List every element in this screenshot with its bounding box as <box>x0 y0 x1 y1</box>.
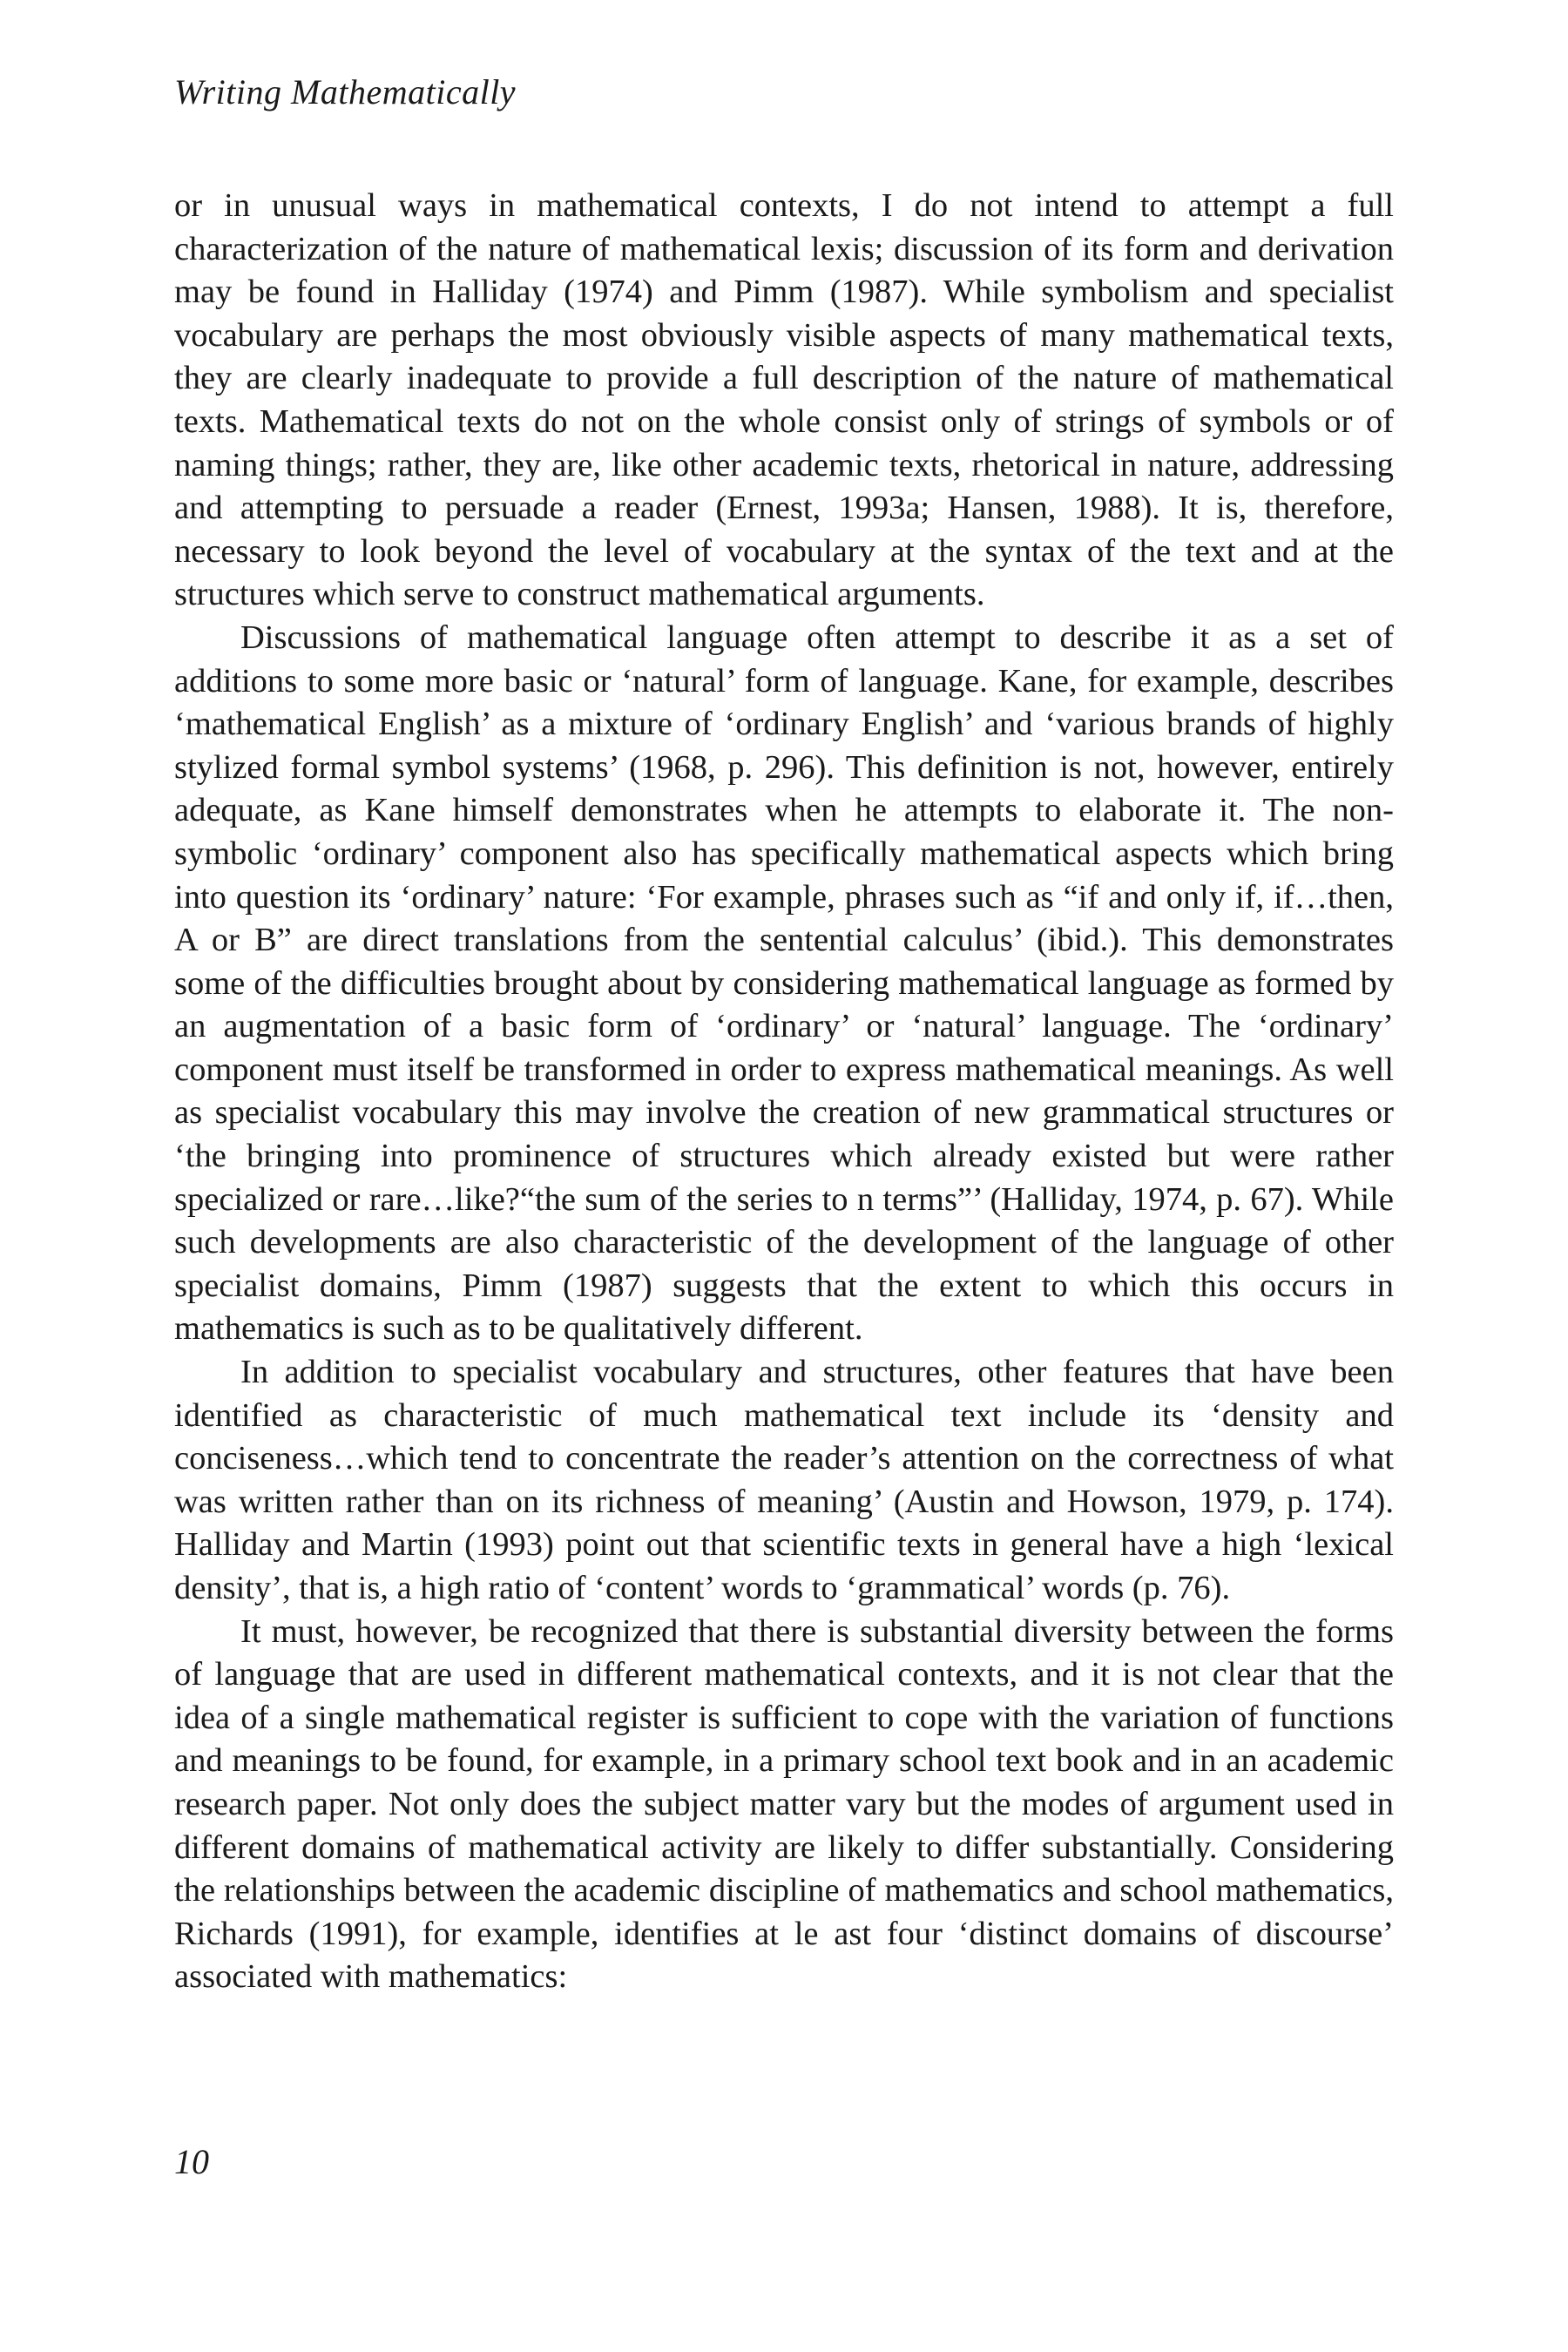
body-text <box>174 185 1394 1999</box>
page-number: 10 <box>174 2142 209 2181</box>
paragraph: Discussions of mathematical language often attempt to describe it as a set of additions to some more basic or ‘natural’ form of language. Kane, for example, describes ‘mathematical English’ as a mixture of ‘ordinary English’ and ‘various brands of highly stylized formal symbol systems’ (1968, p. 296). This definition is not, however, entirely adequate, as Kane himself demonstrates when he attempts to elaborate it. The non-symbolic ‘ordinary’ component also has specifically mathematical aspects which bring into question its ‘ordinary’ nature: ‘For example, phrases such as “if and only if, if…then, A or B” are direct translations from the sentential calculus’ (ibid.). This demonstrates some of the difficulties brought about by considering mathematical language as formed by an augmentation of a basic form of ‘ordinary’ or ‘natural’ language. The ‘ordinary’ component must itself be transformed in order to express mathematical meanings. As well as specialist vocabulary this may involve the creation of new grammatical structures or ‘the bringing into prominence of structures which already existed but were rather specialized or rare…like?“the sum of the series to n terms”’ (Halliday, 1974, p. 67). While such developments are also characteristic of the development of the language of other specialist domains, Pimm (1987) suggests that the extent to which this occurs in mathematics is such as to be qualitatively different. <box>174 618 1394 1348</box>
running-head: Writing Mathematically <box>174 72 517 112</box>
paragraph: It must, however, be recognized that there is substantial diversity between the forms of language that are used in different mathematical contexts, and it is not clear that the idea of a single mathematical register is sufficient to cope with the variation of functions and meanings to be found, for example, in a primary school text book and in an academic research paper. Not only does the subject matter vary but the modes of argument used in different domains of mathematical activity are likely to differ substantially. Considering the relationships between the academic discipline of mathematics and school mathematics, Richards (1991), for example, identifies at le ast four ‘distinct domains of discourse’ associated with mathematics: <box>174 1612 1394 1996</box>
paragraph: or in unusual ways in mathematical contexts, I do not intend to attempt a full characterization of the nature of mathematical lexis; discussion of its form and derivation may be found in Halliday (1974) and Pimm (1987). While symbolism and specialist vocabulary are perhaps the most obviously visible aspects of many mathematical texts, they are clearly inadequate to provide a full description of the nature of mathematical texts. Mathematical texts do not on the whole consist only of strings of symbols or of naming things; rather, they are, like other academic texts, rhetorical in nature, addressing and attempting to persuade a reader (Ernest, 1993a; Hansen, 1988). It is, therefore, necessary to look beyond the level of vocabulary at the syntax of the text and at the structures which serve to construct mathematical arguments. <box>174 187 1394 613</box>
paragraph: In addition to specialist vocabulary and structures, other features that have been identified as characteristic of much mathematical text include its ‘density and conciseness…which tend to concentrate the reader’s attention on the correctness of what was written rather than on its richness of meaning’ (Austin and Howson, 1979, p. 174). Halliday and Martin (1993) point out that scientific texts in general have a high ‘lexical density’, that is, a high ratio of ‘content’ words to ‘grammatical’ words (p. 76). <box>174 1354 1394 1606</box>
